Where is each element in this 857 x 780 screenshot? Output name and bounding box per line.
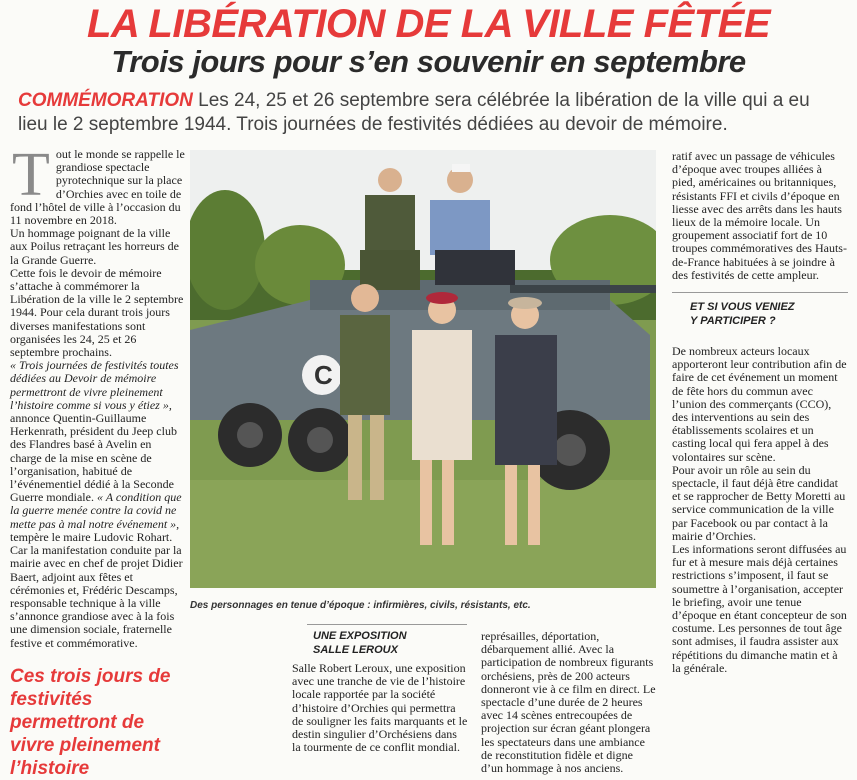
box-title-line: Y PARTICIPER ?: [690, 315, 776, 327]
kicker: COMMÉMORATION: [18, 90, 193, 111]
paragraph: ratif avec un passage de véhicules d’époque avec troupes alliées à pied, américaines ou britanniques, résistants FFI et civils d’époque en liesse avec des arrêts dans les hauts lieux de la mémoire locale. Un groupement associatif fort de 10 troupes commémoratives des Hauts-de-France habituées à se joindre à des festivités de cette ampleur.: [672, 149, 847, 282]
expo-divider: [307, 624, 467, 625]
right-column-box: [672, 345, 848, 675]
box-divider: [672, 292, 848, 293]
spectacle-text: [481, 630, 657, 775]
expo-text: [292, 662, 468, 754]
paragraph: Cette fois le devoir de mémoire s’attache à commémorer la Libération de la ville le 2 septembre 1944. Pour cela durant trois jours diverses manifestations sont organisées les 24, 25 et 26 septembre prochains.: [10, 265, 184, 360]
paragraph: out le monde se rappelle le grandiose spectacle pyrotechnique sur la place d’Orchies avec en toile de fond l’hôtel de ville à l’occasion du 11 novembre en 2018.: [10, 147, 185, 228]
expo-title: [313, 629, 473, 657]
attribution: tempère le maire Ludovic Rohart.: [10, 529, 173, 544]
photo-caption: Des personnages en tenue d’époque : infirmières, civils, résistants, etc.: [190, 600, 531, 611]
vehicle-marking: C: [314, 360, 333, 390]
box-title: [690, 300, 850, 328]
paragraph: De nombreux acteurs locaux apporteront leur contribution afin de faire de cet événement un moment de fête hors du commun avec l’union des commerçants (CCO), des interventions au sein des établissements scolaires et un casting local qui fera appel à des volontaires sur scène.: [672, 344, 847, 464]
pull-quote: Ces trois jours de festivités permettront de vivre pleinement l’histoire: [10, 666, 171, 779]
article-photo: [190, 150, 656, 588]
right-column: [672, 150, 848, 282]
paragraph: Salle Robert Leroux, une exposition avec une tranche de vie de l’histoire locale rapportée par la société d’histoire d’Orchies qui permettra de souligner les faits marquants et le destin singulier d’Orchésiens dans la tourmente de ce conflit mondial.: [292, 661, 468, 755]
paragraph: Car la manifestation conduite par la mairie avec en chef de projet Didier Baert, adjoint aux fêtes et cérémonies et, Frédéric Descamps, responsable technique à la ville s’annonce grandiose avec à la fois une dimension sociale, fraternelle festive et commémorative.: [10, 543, 183, 650]
subheadline: Trois jours pour s’en souvenir en septembre: [111, 44, 746, 79]
box-title-line: ET SI VOUS VENIEZ: [690, 301, 795, 313]
left-column: [10, 141, 185, 650]
quote-text: « A condition que la guerre menée contre la covid ne mette pas à mal notre événement »,: [10, 490, 182, 531]
expo-title-line: UNE EXPOSITION: [313, 630, 407, 642]
paragraph: représailles, déportation, débarquement allié. Avec la participation de nombreux figurants orchésiens, près de 200 acteurs donneront vie à ce film en direct. Le spectacle d’une durée de 2 heures avec 14 scènes entrecoupées de projection sur écran géant plongera les spectateurs dans une ambiance de reconstitution fidèle et digne d’un hommage à nos anciens.: [481, 629, 656, 776]
quote-paragraph: [10, 359, 185, 544]
lead-text: Les 24, 25 et 26 septembre sera célébrée la libération de la ville qui a eu lieu le 2 septembre 1944. Trois journées de festivités dédiées au devoir de mémoire.: [18, 90, 810, 135]
lead-paragraph: [18, 89, 838, 137]
expo-title-line: SALLE LEROUX: [313, 644, 398, 656]
quote-text: « Trois journées de festivités toutes dédiées au Devoir de mémoire permettront de vivre pleinement l’histoire comme si vous y étiez »,: [10, 358, 179, 412]
headline: LA LIBÉRATION DE LA VILLE FÊTÉE: [86, 2, 770, 46]
paragraph: Les informations seront diffusées au fur et à mesure mais déjà certaines restrictions s’imposent, il faut se soumettre à l’organisation, accepter le briefing, avoir une tenue d’époque en étant concepteur de son costume. Les personnes de tout âge sont admises, il faudra assister aux répétitions du dimanche matin et à la générale.: [672, 542, 847, 675]
paragraph: Pour avoir un rôle au sein du spectacle, il faut déjà être candidat et se rapprocher de Betty Moretti au service communication de la ville par Facebook ou par contact à la mairie d’Orchies.: [672, 462, 846, 543]
attribution: annonce Quentin-Guillaume Herkenrath, président du Jeep club des Flandres basé à Avelin en charge de la mise en scène de l’organisation, habitué de l’événementiel dédié à la Seconde Guerre mondiale.: [10, 411, 177, 505]
drop-cap: T: [12, 141, 50, 209]
photo-illustration: [190, 150, 656, 588]
paragraph: Un hommage poignant de la ville aux Poilus retraçant les horreurs de la Grande Guerre.: [10, 226, 179, 267]
